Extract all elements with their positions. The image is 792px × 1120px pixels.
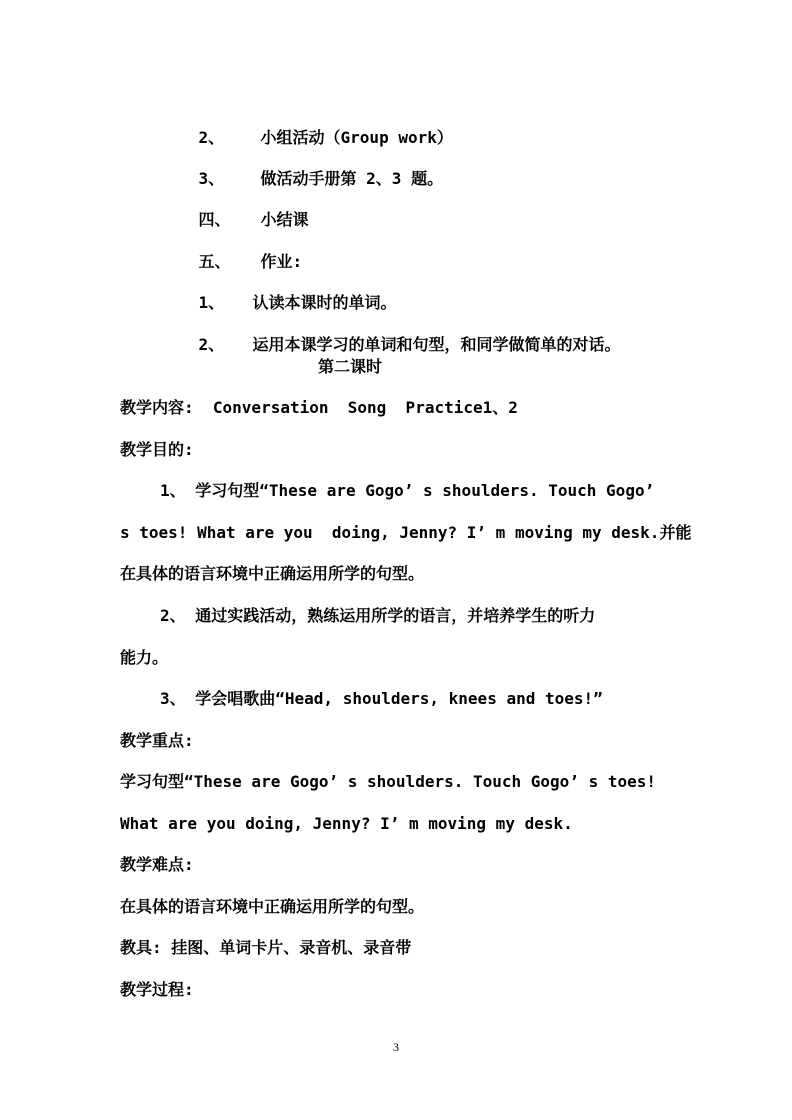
item-text: 作业: [260,252,303,271]
paragraph-line: 3、 学会唱歌曲“Head, shoulders, knees and toes!” [160,689,603,708]
paragraph-line: 教学目的: [120,440,194,459]
item-number: 2、 [198,128,225,147]
paragraph-line: 2、 通过实践活动，熟练运用所学的语言，并培养学生的听力 [160,606,596,625]
paragraph-line: 教学难点: [120,855,194,874]
paragraph-line: 能力。 [120,648,169,667]
paragraph-line: 在具体的语言环境中正确运用所学的句型。 [120,564,425,583]
item-number: 四、 [198,210,231,229]
paragraph-line: 学习句型“These are Gogo’ s shoulders. Touch Gogo’ s toes! [120,772,657,791]
paragraph-line: 在具体的语言环境中正确运用所学的句型。 [120,897,425,916]
item-text: 小结课 [260,210,309,229]
paragraph-line: 教具: 挂图、单词卡片、录音机、录音带 [120,938,412,957]
list-item [160,315,621,375]
item-number: 五、 [198,252,231,271]
item-number: 2、 [198,335,225,354]
paragraph-line: 1、 学习句型“These are Gogo’ s shoulders. Touch Gogo’ [160,481,655,500]
paragraph-line: What are you doing, Jenny? I’ m moving my desk. [120,814,573,833]
page-number: 3 [393,1040,399,1054]
paragraph-line: 教学过程: [120,980,194,999]
paragraph-line: s toes! What are you doing, Jenny? I’ m moving my desk.并能 [120,523,692,542]
item-number: 3、 [198,169,225,188]
item-text: 小组活动（Group work） [260,128,453,147]
paragraph-line: 教学重点: [120,731,194,750]
item-text: 运用本课学习的单词和句型，和同学做简单的对话。 [252,335,621,354]
item-text: 做活动手册第 2、3 题。 [260,169,444,188]
paragraph-line: 教学内容: Conversation Song Practice1、2 [120,398,518,417]
section-heading: 第二课时 [318,357,383,376]
item-number: 1、 [198,293,225,312]
item-text: 认读本课时的单词。 [252,293,397,312]
